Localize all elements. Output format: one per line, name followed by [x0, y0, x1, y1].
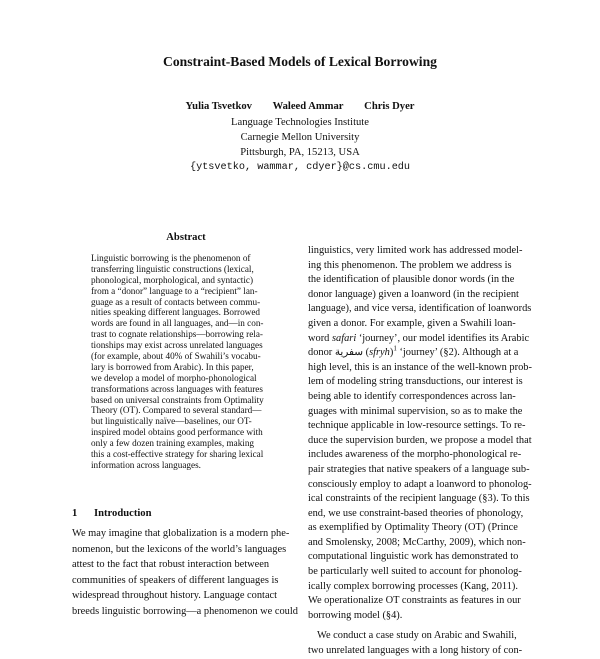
body-line: technique applicable in low-resource settings. To re- — [308, 420, 526, 432]
author-name: Chris Dyer — [364, 101, 415, 112]
abstract-line: transferring linguistic constructions (lexical, — [91, 263, 254, 274]
body-line: end, we use constraint-based theories of phonology, — [308, 507, 524, 519]
body-line: given a donor. For example, given a Swahili loan- — [308, 317, 516, 329]
abstract-line: we develop a model of morpho-phonological — [91, 372, 257, 383]
section-number: 1 — [72, 508, 78, 519]
body-line: We may imagine that globalization is a modern phe- — [72, 528, 290, 539]
body-line — [308, 332, 536, 347]
footnote-marker[interactable]: 1 — [393, 344, 397, 353]
body-line: linguistics, very limited work has addressed model- — [308, 245, 523, 256]
text-run: ‘journey’ (§2). Although at a — [396, 347, 519, 359]
body-line: and Smolensky, 2008; McCarthy, 2009), which non- — [308, 536, 526, 548]
body-line: lem of modeling string transductions, our interest is — [308, 376, 523, 388]
arabic-word: سفرية — [334, 347, 364, 359]
abstract-line: phonological, morphological, and syntactic) — [91, 274, 254, 285]
abstract-line: from a “donor” language to a “recipient” lan- — [91, 285, 258, 296]
body-line: pair strategies that native speakers of a language sub- — [308, 463, 530, 475]
abstract-line: transformations across languages with features — [91, 383, 263, 394]
abstract-body — [91, 253, 281, 471]
body-line: the identification of plausible donor words (in the — [308, 274, 515, 286]
body-line: ing this phenomenon. The problem we address is — [308, 259, 512, 271]
text-run: ) — [389, 347, 394, 359]
affiliation-line: Carnegie Mellon University — [240, 132, 360, 143]
abstract-line: only a few dozen training examples, making — [91, 438, 255, 449]
right-column-body — [308, 244, 536, 659]
section-title: Introduction — [94, 508, 152, 519]
abstract-line: tionships may exist across unrelated languages — [91, 340, 263, 351]
abstract-line: but linguistically naïve—baselines, our OT- — [91, 416, 252, 427]
abstract-line: inspired model obtains good performance with — [91, 427, 263, 438]
body-line: duce the supervision burden, we propose a model that — [308, 434, 532, 446]
author-name: Yulia Tsvetkov — [185, 101, 252, 112]
italic-term: safari — [331, 332, 357, 344]
body-line: widespread throughout history. Language contact — [72, 590, 278, 601]
body-line: ical constraints of the recipient language (§3). To this — [308, 493, 530, 505]
text-run: ‘journey’, our model identifies its Arabic — [356, 332, 530, 344]
body-line: guages with minimal supervision, so as to make the — [308, 405, 523, 417]
abstract-heading: Abstract — [166, 232, 206, 243]
body-line: communities of speakers of different languages is — [72, 574, 279, 586]
body-line — [308, 346, 536, 361]
affiliation-line: Language Technologies Institute — [231, 117, 369, 128]
text-run: donor — [308, 347, 335, 359]
text-run: ( — [363, 347, 370, 359]
abstract-line: trast to cognate relationships—borrowing rela- — [91, 329, 263, 340]
body-line: high level, this is an instance of the well-known prob- — [308, 361, 532, 373]
abstract-line: nities speaking different languages. Borrowed — [91, 307, 260, 318]
abstract-line: guage as a result of contacts between commu- — [91, 296, 261, 307]
author-list — [0, 101, 600, 112]
abstract-line: based on universal constraints from Optimality — [91, 394, 264, 405]
body-line: ically complex borrowing processes (Kang, 2011). — [308, 580, 518, 592]
body-line: borrowing model (§4). — [308, 609, 403, 621]
abstract-line: lary is borrowed from Arabic). In this paper, — [91, 361, 254, 372]
abstract-line: Linguistic borrowing is the phenomenon of — [91, 253, 251, 263]
author-name: Waleed Ammar — [272, 101, 344, 112]
body-line: being able to identify correspondences across lan- — [308, 390, 516, 402]
abstract-line: Theory (OT). Compared to several standard— — [91, 405, 262, 416]
author-email: {ytsvetko, wammar, cdyer}@cs.cmu.edu — [189, 162, 411, 173]
italic-term: sfryh — [369, 347, 390, 359]
body-line: language), and vice versa, identification of loanwords — [308, 303, 532, 315]
abstract-line: words are found in all languages, and—in con- — [91, 318, 264, 329]
abstract-line: this a cost-effective strategy for sharing lexical — [91, 449, 264, 460]
body-line: nomenon, but the lexicons of the world’s languages — [72, 543, 287, 555]
affiliation-line: Pittsburgh, PA, 15213, USA — [240, 147, 360, 158]
body-line: computational linguistic work has demonstrated to — [308, 551, 519, 563]
body-line: be particularly well suited to account for phonolog- — [308, 566, 522, 578]
body-line: We conduct a case study on Arabic and Swahili, — [317, 630, 517, 642]
body-line: as exemplified by Optimality Theory (OT) (Prince — [308, 522, 518, 534]
abstract-line: information across languages. — [91, 459, 201, 470]
body-line: donor language) given a loanword (in the recipient — [308, 288, 519, 300]
section-heading-introduction — [72, 508, 152, 519]
body-line: consciously employ to adapt a loanword to phonolog- — [308, 478, 532, 490]
body-line: two unrelated languages with a long history of con- — [308, 645, 523, 657]
body-line: We operationalize OT constraints as features in our — [308, 595, 521, 607]
text-run: word — [308, 332, 332, 344]
abstract-line: (for example, about 40% of Swahili’s vocabu- — [91, 351, 261, 362]
body-line: includes awareness of the morpho-phonological re- — [308, 449, 522, 461]
body-line: attest to the fact that robust interaction between — [72, 559, 270, 570]
introduction-body — [72, 526, 300, 619]
body-line: breeds linguistic borrowing—a phenomenon we could — [72, 605, 298, 617]
paper-title: Constraint-Based Models of Lexical Borrowing — [163, 54, 437, 69]
